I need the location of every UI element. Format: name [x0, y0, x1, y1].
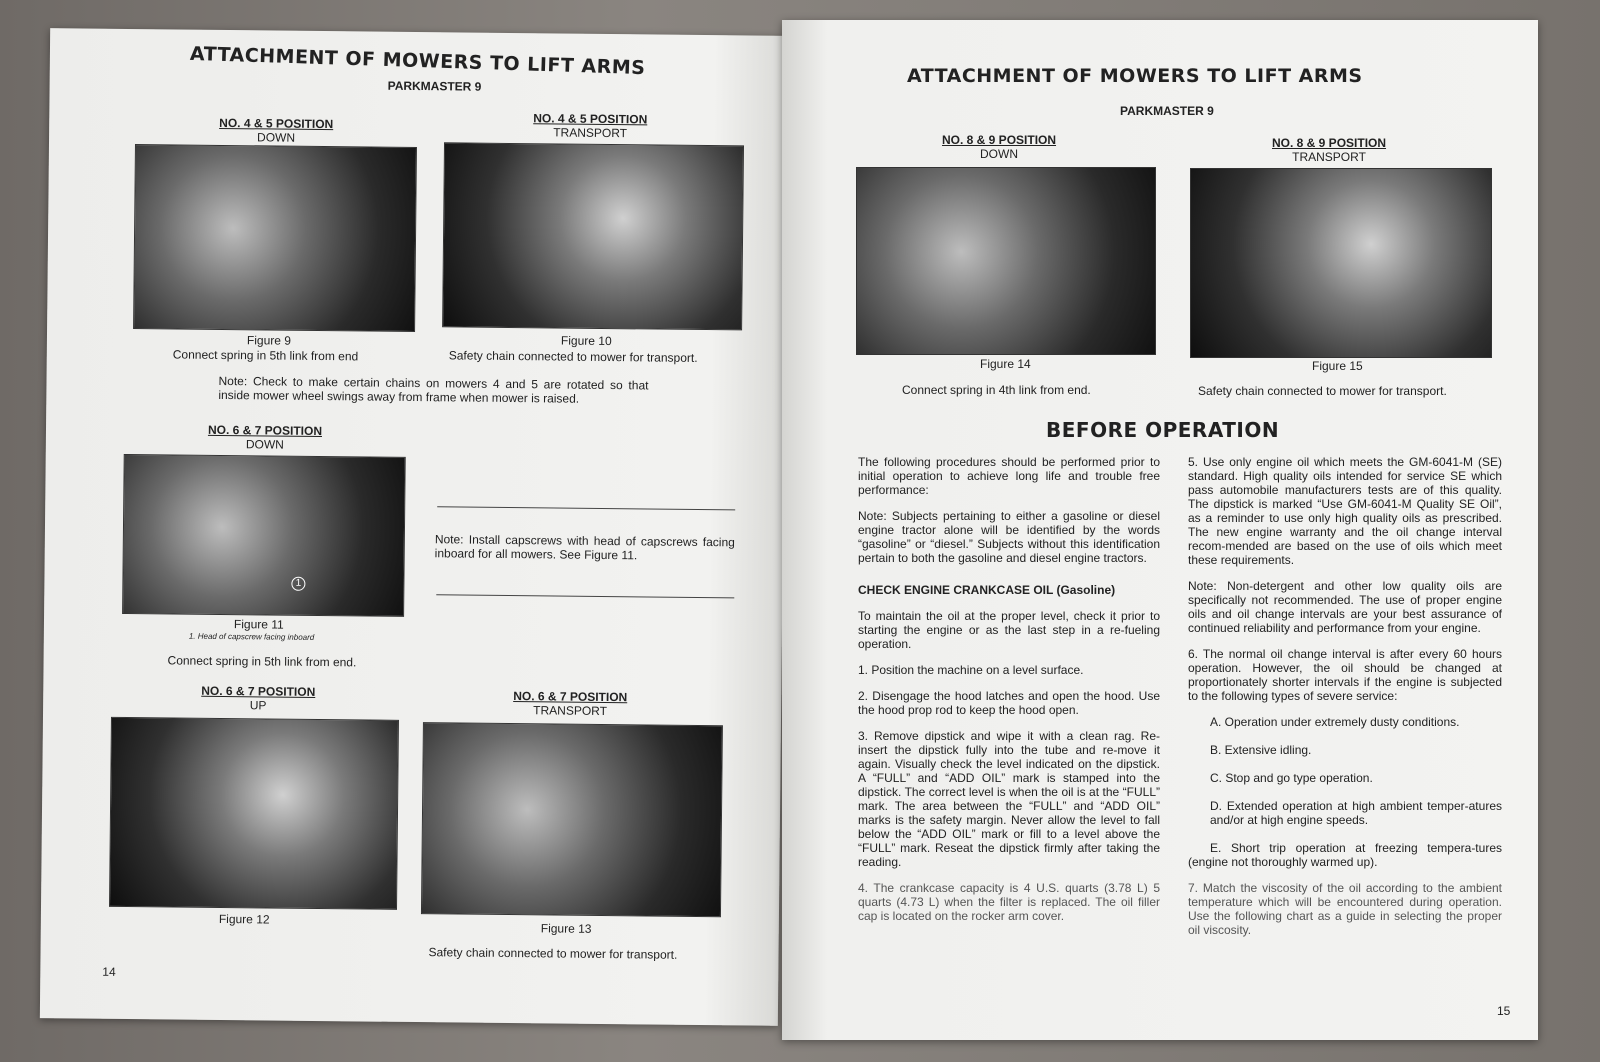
paragraph: To maintain the oil at the proper level, check it prior to starting the engine or as the last step in a re-fueling operation.: [858, 609, 1160, 651]
figure-12-photo: [109, 717, 399, 910]
note-chains: Note: Check to make certain chains on mowers 4 and 5 are rotated so that inside mower wheel swings away from frame when mower is raised.: [218, 373, 649, 406]
fig10-heading: NO. 4 & 5 POSITION TRANSPORT: [533, 111, 648, 141]
figure-label: Figure 14: [980, 357, 1031, 371]
figure-15-photo: [1190, 168, 1492, 358]
section-title: BEFORE OPERATION: [1046, 418, 1280, 442]
paragraph: 5. Use only engine oil which meets the GM-6041-M (SE) standard. High quality oils intended for service SE which pass automobile manufacturers tests are of this quality. The dipstick is marked “Use GM-6041-M Quality SE Oil”, as a reminder to use only high quality oils as prescribed. The new engine warranty and the oil change interval recom-mended are based on the use of oils which meet these requirements.: [1188, 455, 1502, 567]
figure-label: Figure 9: [246, 333, 292, 348]
paragraph: Note: Subjects pertaining to either a gasoline or diesel engine tractor alone will be identified by the words “gasoline” or “diesel.” Subjects without this identification pertain to both the gasoline and diesel engine tractors.: [858, 509, 1160, 565]
paragraph: 3. Remove dipstick and wipe it with a clean rag. Re-insert the dipstick fully into the tube and re-move it again. Visually check the level indicated on the dipstick. A “FULL” and “ADD OIL” mark is stamped into the dipstick. The correct level is when the oil is at the “FULL” mark. The area between the “FULL” and “ADD OIL” marks is the safety margin. Never allow the level to fall below the “ADD OIL” mark or fill to a level above the “FULL” mark. Reseat the dipstick firmly after taking the reading.: [858, 729, 1160, 869]
left-page: [40, 28, 788, 1026]
paragraph: 7. Match the viscosity of the oil according to the ambient temperature which will be encountered during operation. Use the following chart as a guide in selecting the proper oil viscosity.: [1188, 881, 1502, 937]
callout-1: 1: [291, 577, 305, 591]
figure-13-photo: [421, 722, 723, 917]
fig14-heading: NO. 8 & 9 POSITION DOWN: [942, 133, 1057, 161]
list-item: D. Extended operation at high ambient temper-atures and/or at high engine speeds.: [1210, 799, 1502, 827]
figure-label: Figure 15: [1312, 359, 1363, 373]
figure-9-photo: [133, 144, 417, 332]
paragraph: 4. The crankcase capacity is 4 U.S. quarts (3.78 L) 5 quarts (4.73 L) when the filter is replaced. The oil filler cap is located on the rocker arm cover.: [858, 881, 1160, 923]
list-item: A. Operation under extremely dusty conditions.: [1210, 715, 1460, 729]
fig12-heading: NO. 6 & 7 POSITION UP: [201, 683, 316, 713]
paragraph: 1. Position the machine on a level surface.: [858, 663, 1084, 677]
figure-11-photo: [122, 454, 406, 617]
figure-caption: Safety chain connected to mower for transport.: [1198, 384, 1447, 398]
figure-14-photo: [856, 167, 1156, 355]
note-capscrews: Note: Install capscrews with head of capscrews facing inboard for all mowers. See Figure 11.: [434, 532, 735, 563]
figure-caption: Connect spring in 5th link from end.: [167, 653, 357, 670]
fig15-heading: NO. 8 & 9 POSITION TRANSPORT: [1272, 136, 1387, 164]
divider: [437, 506, 735, 510]
divider: [436, 594, 734, 598]
paragraph: The following procedures should be performed prior to initial operation to achieve long life and trouble free performance:: [858, 455, 1160, 497]
figure-caption: Connect spring in 5th link from end: [172, 347, 359, 364]
list-item: B. Extensive idling.: [1210, 743, 1312, 757]
right-page: [782, 20, 1538, 1040]
figure-legend: 1. Head of capscrew facing inboard: [188, 631, 315, 642]
page-number: 14: [102, 964, 116, 979]
list-item: C. Stop and go type operation.: [1210, 771, 1373, 785]
paragraph: Note: Non-detergent and other low quality oils are specifically not recommended. The use of proper engine oils and oil change intervals are your best assurance of continued reliability and performance from your engine.: [1188, 579, 1502, 635]
paragraph: 6. The normal oil change interval is after every 60 hours operation. However, the oil should be changed at proportionately shorter intervals if the engine is subjected to the following types of severe service:: [1188, 647, 1502, 703]
list-item: E. Short trip operation at freezing tempera-tures (engine not thoroughly warmed up).: [1188, 841, 1502, 869]
figure-label: Figure 13: [540, 921, 592, 936]
page-title: ATTACHMENT OF MOWERS TO LIFT ARMS: [189, 42, 646, 80]
page-title: ATTACHMENT OF MOWERS TO LIFT ARMS: [907, 65, 1363, 87]
fig9-heading: NO. 4 & 5 POSITION DOWN: [219, 115, 334, 145]
figure-caption: Connect spring in 4th link from end.: [902, 383, 1091, 397]
subheading: CHECK ENGINE CRANKCASE OIL (Gasoline): [858, 583, 1116, 597]
figure-label: Figure 10: [560, 333, 612, 349]
page-subtitle: PARKMASTER 9: [387, 78, 482, 94]
figure-10-photo: [442, 142, 744, 330]
figure-caption: Safety chain connected to mower for transport.: [428, 945, 678, 962]
column-2: [1188, 455, 1502, 949]
figure-label: Figure 12: [218, 911, 270, 927]
fig11-heading: NO. 6 & 7 POSITION DOWN: [207, 422, 323, 452]
paragraph: 2. Disengage the hood latches and open the hood. Use the hood prop rod to keep the hood open.: [858, 689, 1160, 717]
figure-caption: Safety chain connected to mower for transport.: [448, 348, 698, 365]
page-subtitle: PARKMASTER 9: [1120, 104, 1214, 118]
figure-label: Figure 11: [233, 617, 284, 632]
fig13-heading: NO. 6 & 7 POSITION TRANSPORT: [513, 689, 628, 719]
page-number: 15: [1497, 1004, 1511, 1018]
column-1: [858, 455, 1160, 935]
